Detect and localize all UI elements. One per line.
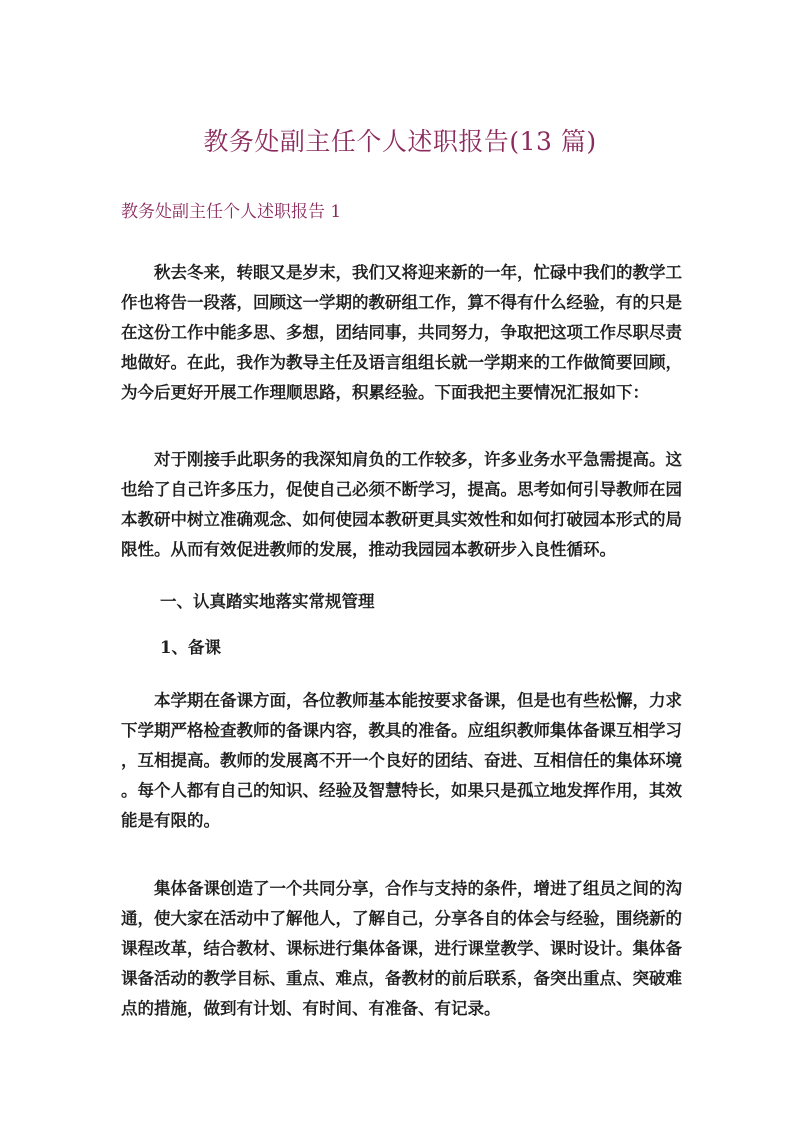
paragraph-line: 也给了自己许多压力，促使自己必须不断学习，提高。思考如何引导教师在园 — [121, 480, 682, 499]
paragraph-line: 对于刚接手此职务的我深知肩负的工作较多，许多业务水平急需提高。这 — [154, 450, 682, 469]
paragraph-line: 。每个人都有自己的知识、经验及智慧特长，如果只是孤立地发挥作用，其效 — [121, 781, 682, 800]
paragraph-line: 秋去冬来，转眼又是岁末，我们又将迎来新的一年，忙碌中我们的教学工 — [154, 263, 682, 282]
paragraph-duty — [121, 445, 687, 565]
paragraph-intro — [121, 258, 687, 408]
paragraph-line: 通，使大家在活动中了解他人，了解自己，分享各自的体会与经验，围绕新的 — [121, 909, 682, 928]
paragraph-line: 作也将告一段落，回顾这一学期的教研组工作，算不得有什么经验，有的只是 — [121, 293, 682, 312]
paragraph-line: 限性。从而有效促进教师的发展，推动我园园本教研步入良性循环。 — [121, 540, 616, 559]
paragraph-line: 点的措施，做到有计划、有时间、有准备、有记录。 — [121, 999, 501, 1018]
paragraph-line: 本教研中树立准确观念、如何使园本教研更具实效性和如何打破园本形式的局 — [121, 510, 682, 529]
document-title: 教务处副主任个人述职报告(13 篇) — [203, 127, 597, 156]
paragraph-line: 集体备课创造了一个共同分享，合作与支持的条件，增进了组员之间的沟 — [154, 879, 682, 898]
paragraph-lesson-prep — [121, 686, 687, 836]
paragraph-collective-prep — [121, 874, 687, 1024]
paragraph-line: 下学期严格检查教师的备课内容，教具的准备。应组织教师集体备课互相学习 — [121, 721, 682, 740]
paragraph-line: 在这份工作中能多思、多想，团结同事，共同努力，争取把这项工作尽职尽责 — [121, 323, 682, 342]
paragraph-line: 为今后更好开展工作理顺思路，积累经验。下面我把主要情况汇报如下： — [121, 383, 649, 402]
paragraph-line: 本学期在备课方面，各位教师基本能按要求备课，但是也有些松懈，力求 — [154, 691, 682, 710]
paragraph-line: ，互相提高。教师的发展离不开一个良好的团结、奋进、互相信任的集体环境 — [121, 751, 682, 770]
paragraph-line: 地做好。在此，我作为教导主任及语言组组长就一学期来的工作做简要回顾， — [121, 353, 682, 372]
section-subtitle: 教务处副主任个人述职报告 1 — [121, 202, 342, 222]
paragraph-line: 课程改革，结合教材、课标进行集体备课，进行课堂教学、课时设计。集体备 — [121, 939, 682, 958]
subsection-heading: 1、备课 — [160, 638, 221, 657]
paragraph-line: 能是有限的。 — [121, 811, 220, 830]
section-heading: 一、认真踏实地落实常规管理 — [160, 592, 375, 611]
paragraph-line: 课备活动的教学目标、重点、难点，备教材的前后联系，备突出重点、突破难 — [121, 969, 682, 988]
